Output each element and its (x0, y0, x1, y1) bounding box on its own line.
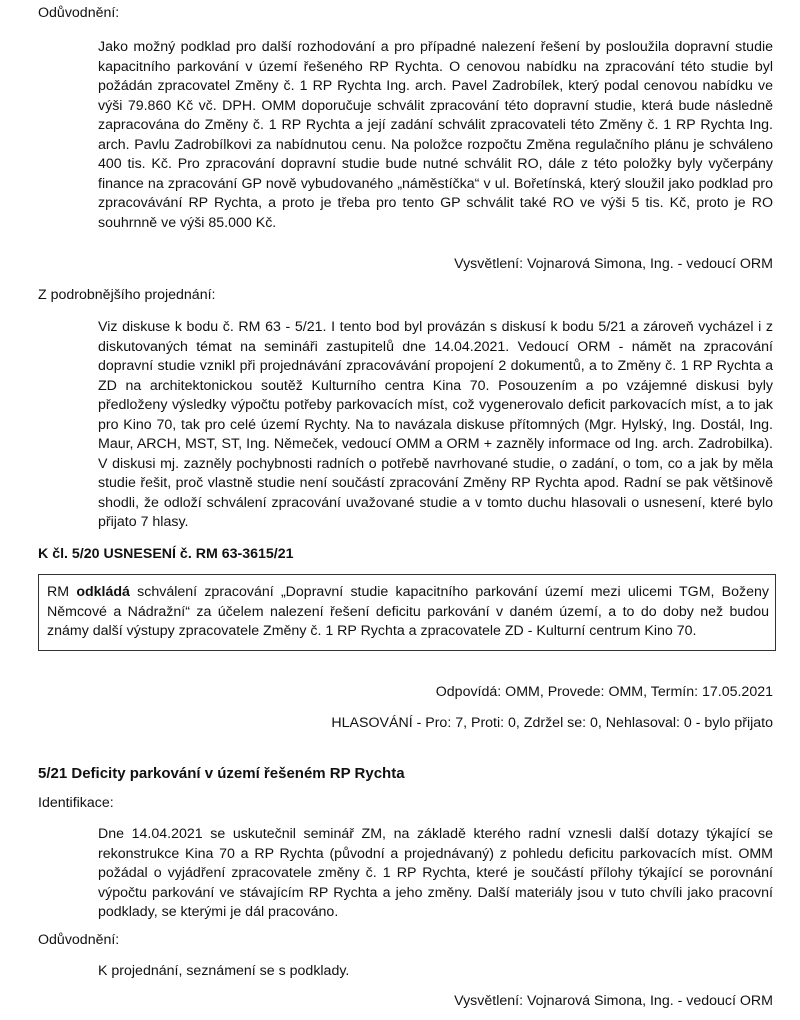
resolution-heading: K čl. 5/20 USNESENÍ č. RM 63-3615/21 (38, 546, 294, 562)
reason-label-2: Odůvodnění: (38, 932, 120, 948)
identification-text: Dne 14.04.2021 se uskutečnil seminář ZM, na základě kterého radní vznesli další dotazy týkající se rekonstrukce Kina 70 a RP Rychta (původní a projednávaný) z pohledu deficitu parkovacích míst. OMM požádal o vyjádření zpracovatele změny č. 1 RP Rychta, které je součástí přílohy týkající se porovnání výpočtu parkování ve stávajícím RP Rychta a jeho změny. Další materiály jsou v tuto chvíli jako pracovní podklady, se kterými je dál pracováno. (98, 826, 773, 920)
section-title: 5/21 Deficity parkování v území řešeném RP Rychta (38, 765, 405, 782)
resolution-prefix: RM (47, 584, 70, 600)
reason-paragraph-2 (98, 962, 773, 982)
reason-text-2: K projednání, seznámení se s podklady. (98, 963, 350, 979)
identification-paragraph (98, 825, 773, 923)
explanation-line-2: Vysvětlení: Vojnarová Simona, Ing. - vedoucí ORM (454, 993, 773, 1009)
resolution-voting: HLASOVÁNÍ - Pro: 7, Proti: 0, Zdržel se: 0, Nehlasoval: 0 - bylo přijato (331, 715, 773, 731)
identification-label: Identifikace: (38, 795, 114, 811)
detail-discussion-text: Viz diskuse k bodu č. RM 63 - 5/21. I tento bod byl provázán s diskusí k bodu 5/21 a zároveň vycházel i z diskutovaných témat na semináři zastupitelů dne 14.04.2021. Vedoucí ORM - námět na zpracování dopravní studie vznikl při projednávání zpracovávání propojení 2 dokumentů, a to Změny č. 1 RP Rychta a ZD na architektonickou soutěž Kulturního centra Kina 70. Posouzením a po vzájemné diskusi byly předloženy výsledky výpočtu potřeby parkovacích míst, což vygenerovalo deficit parkovacích míst, a to jak pro Kino 70, tak pro celé území Rychty. Na to navázala diskuse přítomných (Mgr. Hylský, Ing. Dostál, Ing. Maur, ARCH, MST, ST, Ing. Němeček, vedoucí OMM a ORM + zazněly informace od Ing. arch. Zadrobilka). V diskusi mj. zazněly pochybnosti radních o potřebě navrhované studie, o zadání, o tom, co a jak by měla studie řešit, proč vlastně studie není součástí zpracování Změny RP Rychta apod. Radní se pak většinově shodli, že odloží schválení zpracování uvažované studie a v tomto duchu hlasovali o usnesení, které bylo přijato 7 hlasy. (98, 319, 773, 530)
detail-discussion-paragraph (98, 318, 773, 533)
reason-text-1: Jako možný podklad pro další rozhodování a pro případné nalezení řešení by posloužila dopravní studie kapacitního parkování v území řešeného RP Rychta. O cenovou nabídku na zpracování této studie byl požádán zpracovatel Změny č. 1 RP Rychta Ing. arch. Pavel Zadrobílek, který podal cenovou nabídku ve výši 79.860 Kč vč. DPH. OMM doporučuje schválit zpracování této dopravní studie, která bude následně zapracována do Změny č. 1 RP Rychta a její zadání schválit zpracovateli této Změny č. 1 RP Rychta Ing. arch. Pavlu Zadrobílkovi za nabídnutou cenu. Na položce rozpočtu Změna regulačního plánu je schváleno 400 tis. Kč. Pro zpracování dopravní studie bude nutné schválit RO, dále z této položky byly vyčerpány finance na zpracování GP nově vybudovaného „náměstíčka“ v ul. Bořetínská, který sloužil jako podklad pro zpracovávání RP Rychta, a proto je třeba pro tento GP schválit také RO ve výši 5 tis. Kč, proto je RO souhrnně ve výši 85.000 Kč. (98, 39, 773, 231)
reason-label-1: Odůvodnění: (38, 5, 120, 21)
resolution-verb: odkládá (76, 584, 130, 600)
resolution-text: schválení zpracování „Dopravní studie kapacitního parkování území mezi ulicemi TGM, Boženy Němcové a Nádražní“ za účelem nalezení řešení deficitu parkování v daném území, a to do doby než budou známy další výstupy zpracovatele Změny č. 1 RP Rychta a zpracovatele ZD - Kulturní centrum Kino 70. (47, 584, 769, 639)
detail-discussion-label: Z podrobnějšího projednání: (38, 287, 216, 303)
resolution-responsible: Odpovídá: OMM, Provede: OMM, Termín: 17.05.2021 (435, 684, 773, 700)
resolution-box (38, 574, 776, 651)
reason-paragraph-1 (98, 38, 773, 233)
explanation-line-1: Vysvětlení: Vojnarová Simona, Ing. - vedoucí ORM (454, 256, 773, 272)
